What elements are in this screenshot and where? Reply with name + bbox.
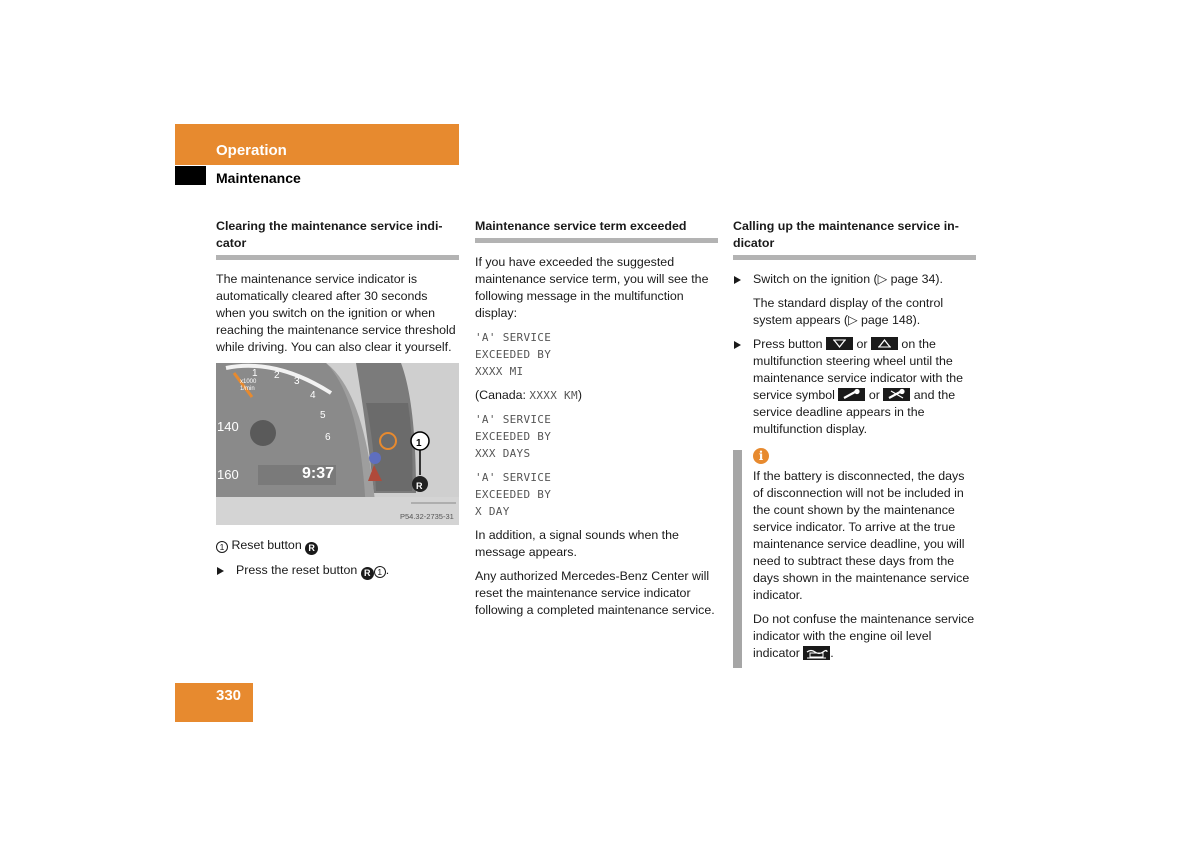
figure-code: P54.32-2735-31 bbox=[400, 512, 454, 521]
standard-display-note: The standard display of the control system appears (▷ page 148). bbox=[753, 296, 944, 327]
message-days-line3: XXX DAYS bbox=[475, 447, 531, 460]
heading-calling-up-line2: dicator bbox=[733, 236, 775, 250]
column-term-exceeded bbox=[475, 218, 718, 626]
heading-calling-up-line1: Calling up the maintenance service in- bbox=[733, 219, 959, 233]
callout-1: 1 bbox=[416, 438, 422, 449]
legend-r-icon: R bbox=[305, 542, 318, 555]
step-end: . bbox=[385, 563, 390, 577]
message-day-line1: 'A' SERVICE bbox=[475, 471, 552, 484]
gauge-label-3: 3 bbox=[294, 376, 300, 387]
speed-label-140: 140 bbox=[217, 419, 239, 434]
message-mi-line2: EXCEEDED BY bbox=[475, 348, 552, 361]
up-button-icon bbox=[871, 337, 898, 350]
canada-prefix: (Canada: bbox=[475, 388, 530, 402]
gauge-label-4: 4 bbox=[310, 390, 316, 401]
message-day-line2: EXCEEDED BY bbox=[475, 488, 552, 501]
canada-note bbox=[475, 387, 718, 404]
heading-clearing-line1: Clearing the maintenance service indi- bbox=[216, 219, 443, 233]
legend-number: 1 bbox=[216, 541, 228, 553]
info-body bbox=[733, 448, 976, 662]
reset-number: 1 bbox=[374, 566, 386, 578]
step-press-reset-text: Press the reset button bbox=[236, 563, 358, 577]
callout-r: R bbox=[416, 481, 423, 491]
step-switch-ignition bbox=[733, 271, 976, 288]
figure-legend bbox=[216, 537, 459, 555]
battery-note: If the battery is disconnected, the days of disconnection will not be included in the count shown by the maintenance service indicator. To arrive at the true maintenance service deadline, you will need to subtract these days from the days shown in the maintenance service indicator. bbox=[753, 469, 970, 602]
wrench-icon bbox=[838, 388, 865, 401]
step-press-button-a: Press button bbox=[753, 337, 823, 351]
wrench-alt-icon bbox=[883, 388, 910, 401]
gauge-label-1: 1 bbox=[252, 368, 258, 379]
step-press-button-or2: or bbox=[868, 388, 880, 402]
gauge-label-5: 5 bbox=[320, 410, 326, 421]
term-intro: If you have exceeded the suggested maintenance service term, you will see the following message in the multifunction display: bbox=[475, 255, 709, 320]
gauge-label-6: 6 bbox=[325, 432, 331, 443]
step-press-button bbox=[733, 336, 976, 438]
heading-clearing bbox=[216, 218, 459, 260]
page-number: 330 bbox=[216, 687, 242, 704]
rpm-unit-label: x1000 1/min bbox=[240, 379, 257, 392]
bullet-triangle-icon bbox=[734, 276, 741, 284]
oil-level-icon bbox=[803, 646, 830, 660]
down-button-icon bbox=[826, 337, 853, 350]
info-bar bbox=[733, 450, 742, 668]
message-mi bbox=[475, 329, 718, 380]
oil-confusion-text: Do not confuse the maintenance service indicator with the engine oil level indicator bbox=[753, 612, 975, 660]
step-press-reset bbox=[216, 562, 459, 580]
step-press-button-b: on the multifunction steering wheel until the maintenance service indicator with the service symbol bbox=[753, 337, 964, 402]
oil-confusion-end: . bbox=[830, 646, 834, 660]
section-title: Operation bbox=[216, 142, 287, 159]
canada-value: XXXX KM bbox=[529, 389, 578, 402]
heading-term-exceeded: Maintenance service term exceeded bbox=[475, 218, 718, 243]
subsection-title: Maintenance bbox=[216, 170, 301, 186]
reset-center-note: Any authorized Mercedes-Benz Center will reset the maintenance service indicator following a completed maintenance service. bbox=[475, 569, 715, 617]
message-mi-line1: 'A' SERVICE bbox=[475, 331, 552, 344]
clock-display: 9:37 bbox=[302, 465, 335, 482]
message-day bbox=[475, 469, 718, 520]
step-switch-ignition-text: Switch on the ignition (▷ page 34). bbox=[753, 272, 943, 286]
reset-r-icon: R bbox=[361, 567, 374, 580]
info-icon: i bbox=[753, 448, 769, 464]
heading-clearing-line2: cator bbox=[216, 236, 247, 250]
subsection-marker bbox=[175, 166, 206, 185]
message-days-line2: EXCEEDED BY bbox=[475, 430, 552, 443]
message-days-line1: 'A' SERVICE bbox=[475, 413, 552, 426]
step-press-button-or: or bbox=[856, 337, 868, 351]
instrument-cluster-figure bbox=[216, 363, 459, 525]
page-number-box bbox=[175, 683, 253, 722]
column-calling-up bbox=[733, 218, 976, 669]
bullet-triangle-icon bbox=[217, 567, 224, 575]
canada-suffix: ) bbox=[577, 388, 583, 402]
gauge-label-2: 2 bbox=[274, 370, 280, 381]
oil-confusion-note bbox=[753, 611, 976, 662]
message-days bbox=[475, 411, 718, 462]
speed-label-160: 160 bbox=[217, 467, 239, 482]
info-box bbox=[733, 448, 976, 662]
message-mi-line3: XXXX MI bbox=[475, 365, 524, 378]
message-day-line3: X DAY bbox=[475, 505, 510, 518]
heading-calling-up bbox=[733, 218, 976, 260]
column-clearing bbox=[216, 218, 459, 587]
signal-note: In addition, a signal sounds when the message appears. bbox=[475, 528, 679, 559]
clearing-body: The maintenance service indicator is automatically cleared after 30 seconds when you switch on the ignition or when reaching the maintenance service threshold while driving. You can also clear it yourself. bbox=[216, 272, 456, 354]
legend-text: Reset button bbox=[231, 538, 302, 552]
step-press-button-c: and the service deadline appears in the multifunction display. bbox=[753, 388, 956, 436]
bullet-triangle-icon bbox=[734, 341, 741, 349]
